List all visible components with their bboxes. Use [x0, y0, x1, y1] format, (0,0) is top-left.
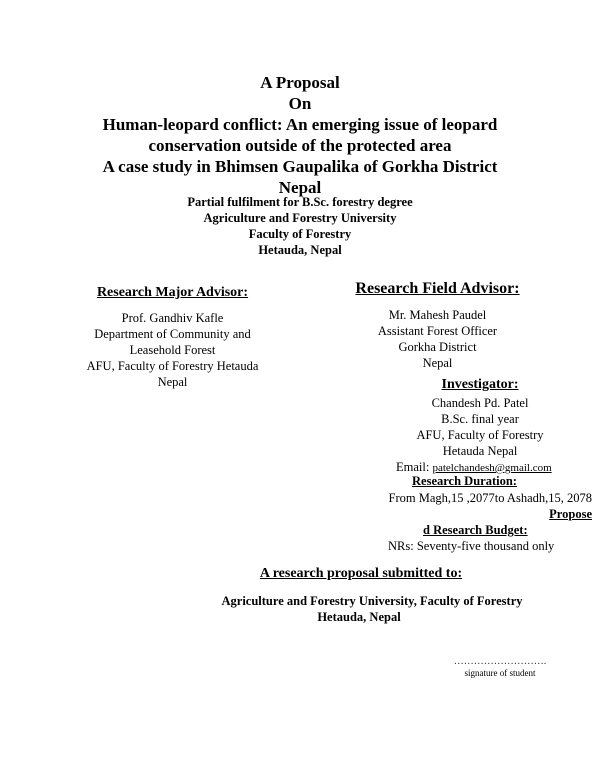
budget-heading-part1: Propose: [549, 507, 592, 521]
title-line-2: On: [288, 94, 312, 113]
investigator-line-2: B.Sc. final year: [441, 412, 519, 426]
duration-value: From Magh,15 ,2077to Ashadh,15, 2078: [388, 491, 592, 505]
investigator-block: [380, 395, 580, 459]
title-line-3: Human-leopard conflict: An emerging issue of leopard: [102, 115, 498, 134]
investigator-line-4: Hetauda Nepal: [442, 444, 518, 458]
subtitle-line-2: Agriculture and Forestry University: [203, 211, 397, 225]
title-block: [0, 72, 600, 198]
field-advisor-line-3: Gorkha District: [398, 340, 477, 354]
subtitle-line-3: Faculty of Forestry: [248, 227, 352, 241]
submitted-line-1: Agriculture and Forestry University, Faculty of Forestry: [221, 594, 523, 608]
major-advisor-line-4: AFU, Faculty of Forestry Hetauda: [86, 359, 259, 373]
investigator-line-3: AFU, Faculty of Forestry: [416, 428, 544, 442]
major-advisor-line-5: Nepal: [157, 375, 188, 389]
subtitle-line-4: Hetauda, Nepal: [258, 243, 342, 257]
signature-label: signature of student: [464, 668, 536, 678]
signature-dots: ……………………….: [453, 656, 547, 667]
budget-value: NRs: Seventy-five thousand only: [388, 539, 555, 553]
email-link[interactable]: patelchandesh@gmail.com: [432, 462, 552, 474]
subtitle-block: [0, 194, 600, 258]
title-line-1: A Proposal: [260, 73, 340, 92]
duration-heading: Research Duration:: [412, 474, 517, 488]
title-line-4: conservation outside of the protected area: [148, 136, 452, 155]
major-advisor-name: Prof. Gandhiv Kafle: [121, 311, 224, 325]
major-advisor-block: [60, 310, 285, 390]
title-line-5: A case study in Bhimsen Gaupalika of Gorkha District: [102, 157, 498, 176]
field-advisor-name: Mr. Mahesh Paudel: [388, 308, 487, 322]
submitted-line-2: Hetauda, Nepal: [317, 610, 401, 624]
email-label: Email:: [396, 460, 430, 474]
major-advisor-line-2: Department of Community and: [94, 327, 251, 341]
field-advisor-line-2: Assistant Forest Officer: [377, 324, 498, 338]
subtitle-line-1: Partial fulfilment for B.Sc. forestry degree: [187, 195, 413, 209]
investigator-name: Chandesh Pd. Patel: [431, 396, 529, 410]
investigator-heading: Investigator:: [441, 377, 519, 392]
title-line-6: Nepal: [278, 178, 322, 197]
submitted-heading: A research proposal submitted to:: [259, 566, 463, 581]
budget-heading-part2: d Research Budget:: [423, 523, 528, 537]
field-advisor-line-4: Nepal: [422, 356, 453, 370]
field-advisor-block: [320, 307, 555, 371]
field-advisor-heading: Research Field Advisor:: [355, 280, 520, 297]
major-advisor-line-3: Leasehold Forest: [129, 343, 216, 357]
major-advisor-heading: Research Major Advisor:: [96, 285, 249, 300]
